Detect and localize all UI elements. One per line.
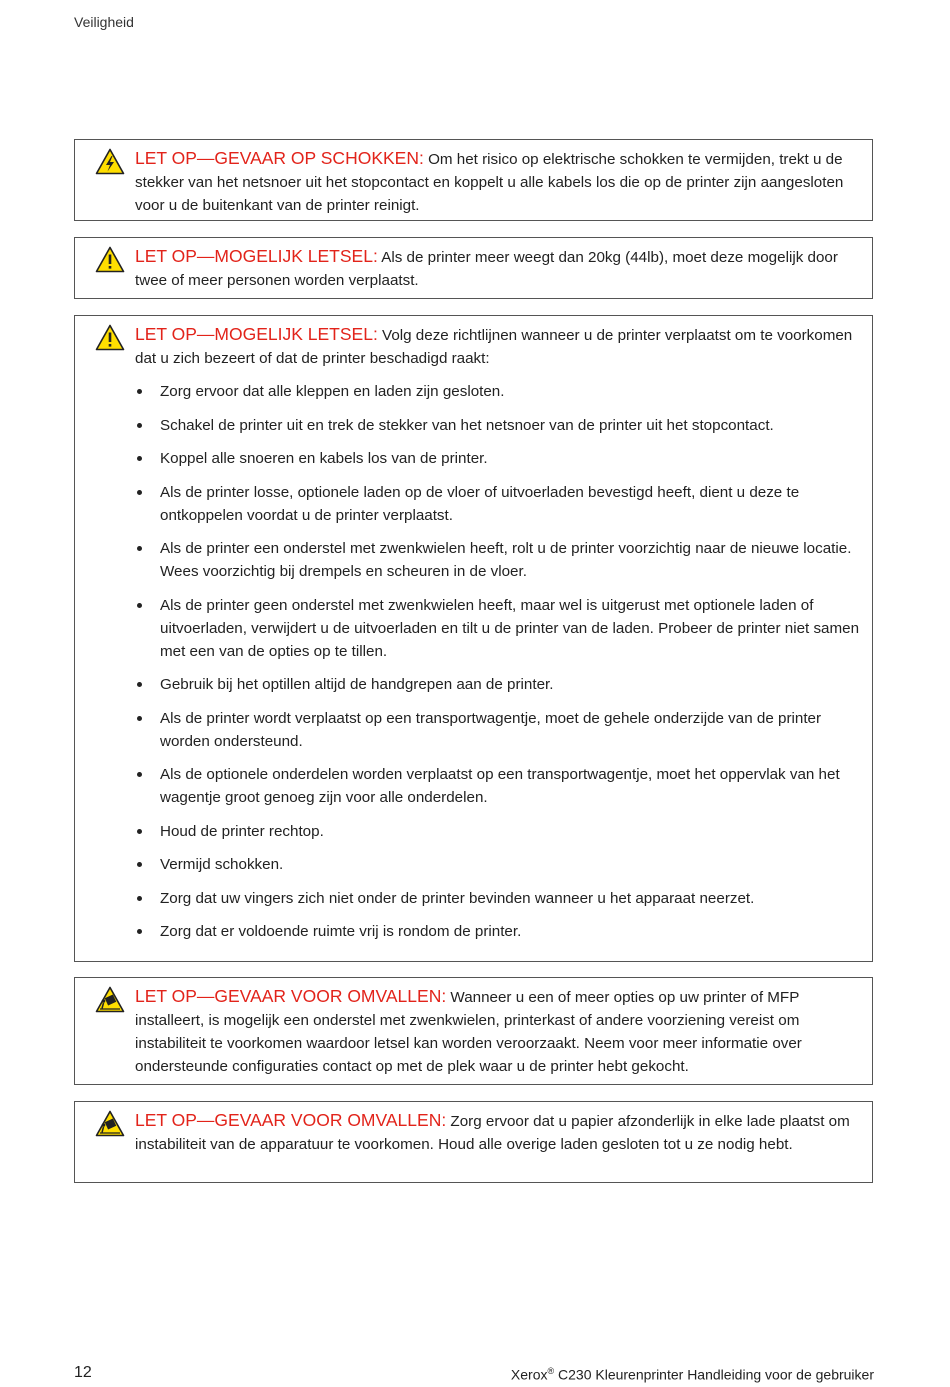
notice-title: LET OP—MOGELIJK LETSEL: [135,246,378,266]
notice-text: Zorg ervoor dat u papier afzonderlijk in elke lade plaatst om instabiliteit van de apparatuur te voorkomen. Houd alle overige laden gesloten tot u ze nodig hebt. [135,1113,850,1153]
notice-shock-hazard [74,139,873,221]
notice-moving-guidelines [74,315,873,962]
list-item: Koppel alle snoeren en kabels los van de printer. [160,447,864,470]
list-item: Houd de printer rechtop. [160,820,864,843]
caution-icon [95,246,125,273]
list-item: Als de printer een onderstel met zwenkwielen heeft, rolt u de printer voorzichtig naar de nieuwe locatie. Wees voorzichtig bij drempels en scheuren in de vloer. [160,537,864,583]
notice-body [135,245,864,292]
list-item: Zorg dat uw vingers zich niet onder de printer bevinden wanneer u het apparaat neerzet. [160,887,864,910]
tipping-hazard-icon [95,986,125,1013]
notice-text: Om het risico op elektrische schokken te vermijden, trekt u de stekker van het netsnoer uit het stopcontact en koppelt u alle kabels los die op de printer zijn aangesloten voor u de buitenkant van de printer reinigt. [135,151,844,214]
notice-text: Volg deze richtlijnen wanneer u de printer verplaatst om te voorkomen dat u zich bezeert of dat de printer beschadigd raakt: [135,327,853,367]
list-item: Als de printer wordt verplaatst op een transportwagentje, moet de gehele onderzijde van de printer worden ondersteund. [160,707,864,753]
list-item: Zorg ervoor dat alle kleppen en laden zijn gesloten. [160,380,864,403]
notice-text: Als de printer meer weegt dan 20kg (44lb), moet deze mogelijk door twee of meer personen worden verplaatst. [135,249,838,289]
notice-title: LET OP—GEVAAR OP SCHOKKEN: [135,148,424,168]
notice-body [135,985,864,1078]
guideline-list [135,380,864,943]
list-item: Schakel de printer uit en trek de stekker van het netsnoer van de printer uit het stopcontact. [160,414,864,437]
list-item: Als de printer geen onderstel met zwenkwielen heeft, maar wel is uitgerust met optionele laden of uitvoerladen, verwijdert u de uitvoerladen en tilt u de printer van de laden. Probeer de printer niet samen met een van de opties op te tillen. [160,594,864,663]
shock-hazard-icon [95,148,125,175]
notice-body [135,323,864,370]
running-footer [511,1366,874,1383]
running-header: Veiligheid [74,14,134,30]
notice-body [135,147,864,217]
list-item: Zorg dat er voldoende ruimte vrij is rondom de printer. [160,920,864,943]
notice-title: LET OP—GEVAAR VOOR OMVALLEN: [135,986,447,1006]
notice-tipping-hazard [74,977,873,1085]
caution-icon [95,324,125,351]
document-title: C230 Kleurenprinter Handleiding voor de gebruiker [554,1366,874,1383]
tipping-hazard-icon [95,1110,125,1137]
list-item: Vermijd schokken. [160,853,864,876]
page-number: 12 [74,1364,92,1381]
list-item: Als de printer losse, optionele laden op de vloer of uitvoerladen bevestigd heeft, dient u deze te ontkoppelen voordat u de printer verplaatst. [160,481,864,527]
notice-title: LET OP—MOGELIJK LETSEL: [135,324,378,344]
registered-mark: ® [547,1366,555,1376]
notice-text: Wanneer u een of meer opties op uw printer of MFP installeert, is mogelijk een onderstel met zwenkwielen, printerkast of andere voorziening vereist om instabiliteit te voorkomen waardoor letsel kan worden veroorzaakt. Neem voor meer informatie over ondersteunde configuraties contact op met de plek waar u de printer hebt gekocht. [135,989,802,1075]
list-item: Gebruik bij het optillen altijd de handgrepen aan de printer. [160,673,864,696]
notice-body [135,1109,864,1156]
notice-title: LET OP—GEVAAR VOOR OMVALLEN: [135,1110,447,1130]
list-item: Als de optionele onderdelen worden verplaatst op een transportwagentje, moet het oppervlak van het wagentje groot genoeg zijn voor alle onderdelen. [160,763,864,809]
brand-name: Xerox [510,1366,548,1383]
notice-possible-injury [74,237,873,299]
notice-tipping-hazard-paper [74,1101,873,1183]
